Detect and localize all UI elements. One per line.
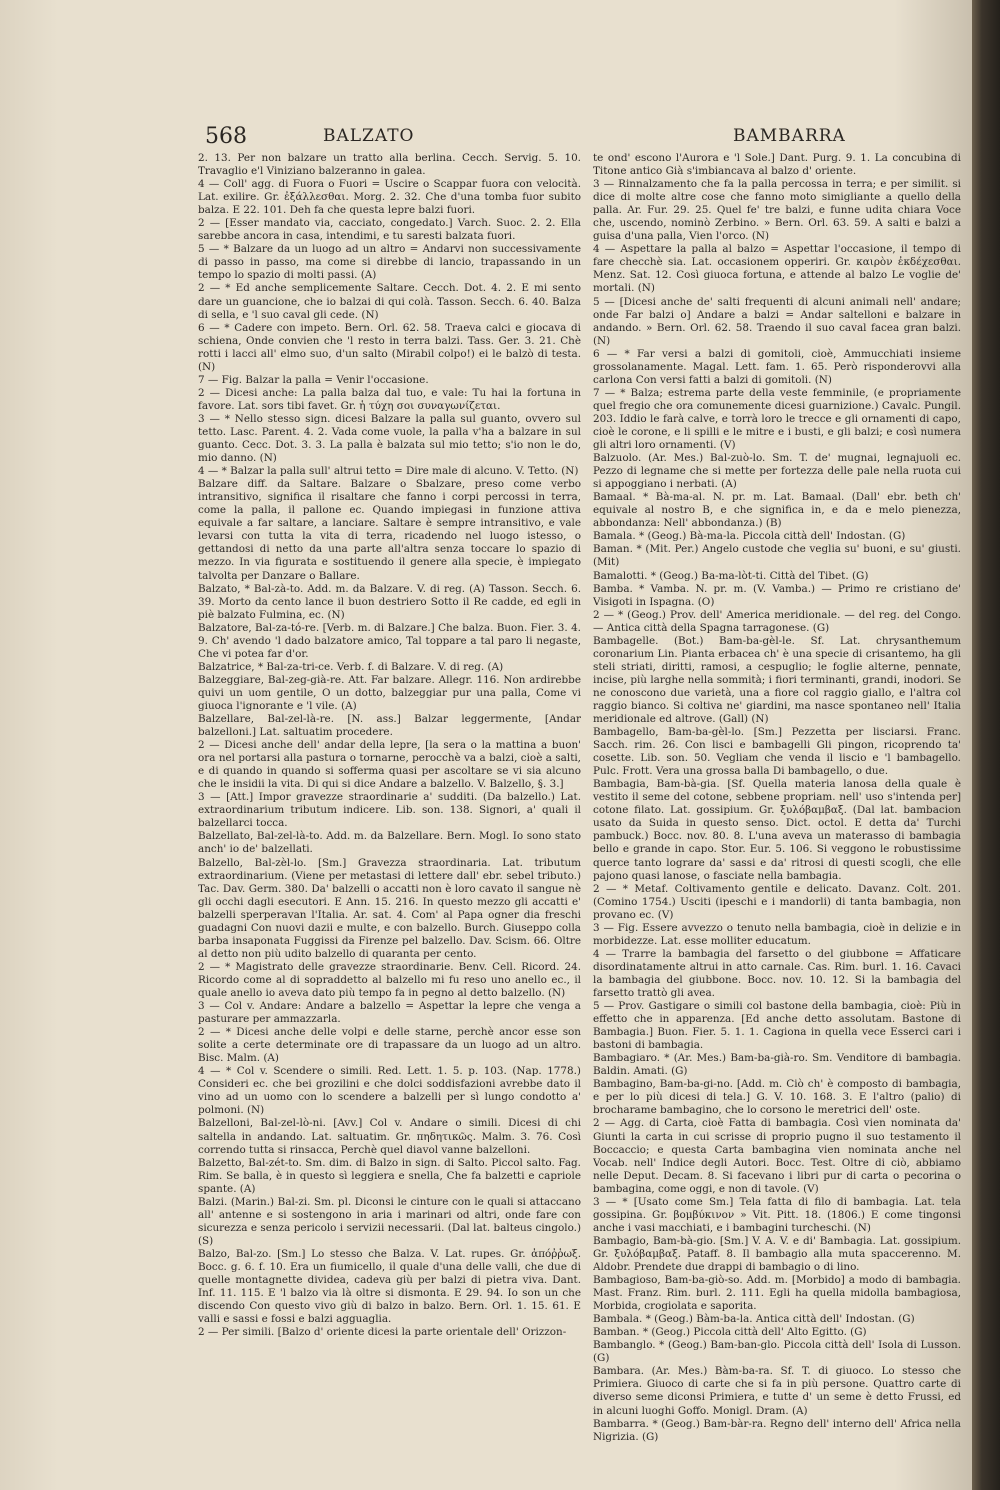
dictionary-entry: Bamba. * Vamba. N. pr. m. (V. Vamba.) — Primo re cristiano de' Visigoti in Ispagna. (O) <box>593 582 961 608</box>
dictionary-entry: 4 — Aspettare la palla al balzo = Aspettar l'occasione, il tempo di fare checchè sia. Lat. occasionem opperiri. Gr. καιρὸν ἐκδέχεσθαι. Menz. Sat. 12. Così giuoca fortuna, e attende al balzo Le voglie de' mortali. (N) <box>593 243 961 295</box>
dictionary-entry: Bamalotti. * (Geog.) Ba-ma-lòt-ti. Città del Tibet. (G) <box>593 569 869 582</box>
dictionary-entry: Balzellato, Bal-zel-là-to. Add. m. da Balzellare. Bern. Mogl. Io sono stato anch' io de' balzellati. <box>198 830 581 856</box>
dictionary-entry: 3 — [Att.] Impor gravezze straordinarie a' sudditi. (Da balzello.) Lat. extraordinarium tributum indicere. Lib. son. 138. Signori, a' quali il balzellarci tocca. <box>198 791 581 830</box>
dictionary-entry: 7 — * Balza; estrema parte della veste femminile, (e propriamente quel fregio che ora comunemente dicesi guarnizione.) Cavalc. Pungil. 203. Iddio le farà calve, e torrà loro le trecce e gli ornamenti di capo, cioè le corone, e li spilli e le mitre e i busti, e gli balzi; e così numera gli altri loro ornamenti. (V) <box>593 386 961 452</box>
dictionary-entry: 3 — Rinnalzamento che fa la palla percossa in terra; e per similit. si dice di molte altre cose che fanno moto simigliante a quello della palla. Ar. Fur. 29. 25. Quel fe' tre balzi, e funne udita chiara Voce che, uscendo, nominò Zerbino. » Bern. Orl. 63. 59. A salti e balzi a guisa d'una palla, Vien l'orco. (N) <box>593 178 961 243</box>
dictionary-entry: 6 — * Cadere con impeto. Bern. Orl. 62. 58. Traeva calci e giocava di schiena, Onde convien che 'l resto in terra balzi. Tass. Ger. 3. 21. Chè rotti i lacci all' elmo suo, d'un salto (Mirabil colpo!) ei le balzò di testa. (N) <box>198 321 581 373</box>
dictionary-entry: 2 — * Dicesi anche delle volpi e delle starne, perchè ancor esse son solite a certe determinate ore di trapassare da un luogo ad un altro. Bisc. Malm. (A) <box>198 1026 581 1065</box>
dictionary-entry: 5 — Prov. Gastigare o simili col bastone della bambagia, cioè: Più in effetto che in apparenza. [Ed anche detto assolutam. Bastone di Bambagia.] Buon. Fier. 5. 1. 1. Cagiona in quella vece Esserci cari i bastoni di bambagia. <box>593 1000 961 1052</box>
dictionary-entry: Balzatrice, * Bal-za-tri-ce. Verb. f. di Balzare. V. di reg. (A) <box>198 660 504 673</box>
right-column <box>593 152 961 1482</box>
dictionary-entry: Balzo, Bal-zo. [Sm.] Lo stesso che Balza. V. Lat. rupes. Gr. ἀπόῤῥωξ. Bocc. g. 6. f. 10. Era un fiumicello, il quale d'una delle valli, che due di quelle montagnette dividea, cadeva giù per balzi di pietra viva. Dant. Inf. 11. 115. E 'l balzo via là oltre si dismonta. E 29. 94. Io son un che discendo Con questo vivo giù di balzo in balzo. Bern. Orl. 1. 15. 61. E valli e sassi e fossi e balzi agguaglia. <box>198 1247 581 1326</box>
dictionary-entry: Bambagello, Bam-ba-gèl-lo. [Sm.] Pezzetta per lisciarsi. Franc. Sacch. rim. 26. Con lisci e bambagelli Gli pingon, ricoprendo ta' cosette. Lib. son. 50. Vegliam che venda il liscio e 'l bambagello. Pulc. Frott. Vera una grossa balla Di bambagello, o due. <box>593 726 961 778</box>
dictionary-entry: Balzi. (Marin.) Bal-zi. Sm. pl. Diconsi le cinture con le quali si attaccano all' antenne e si sostengono in aria i marinari od altri, onde fare con sicurezza e senza pericolo i servizii necessarii. (Dal lat. balteus cingolo.) (S) <box>198 1195 581 1247</box>
dictionary-entry: 2. 13. Per non balzare un tratto alla berlina. Cecch. Servig. 5. 10. Travaglio e'l Viniziano balzeranno in galea. <box>198 152 581 178</box>
dictionary-entry: 3 — * [Usato come Sm.] Tela fatta di filo di bambagia. Lat. tela gossipina. Gr. βομβύκινον » Vit. Pitt. 18. (1806.) E come tingonsi anche i vasi macchiati, e i bambagini turcheschi. (N) <box>593 1195 961 1234</box>
dictionary-entry: 2 — Per simili. [Balzo d' oriente dicesi la parte orientale dell' Orizzon- <box>198 1326 567 1339</box>
dictionary-entry: Bamala. * (Geog.) Bà-ma-la. Piccola città dell' Indostan. (G) <box>593 530 906 543</box>
dictionary-entry: Bambagio, Bam-bà-gio. [Sm.] V. A. V. e di' Bambagia. Lat. gossipium. Gr. ξυλόβαμβαξ. Pataff. 8. Il bambagio alla muta spaccerenno. M. Aldobr. Prendete due drappi di bambagio o di lino. <box>593 1234 961 1273</box>
dictionary-entry: Bamaal. * Bà-ma-al. N. pr. m. Lat. Bamaal. (Dall' ebr. beth ch' equivale al nostro B, e che significa in, e da e melo pienezza, abbondanza: Nell' abbondanza.) (B) <box>593 491 961 530</box>
dictionary-entry: Balzellare, Bal-zel-là-re. [N. ass.] Balzar leggermente, [Andar balzelloni.] Lat. saltuatim procedere. <box>198 713 581 739</box>
dictionary-entry: Balzello, Bal-zèl-lo. [Sm.] Gravezza straordinaria. Lat. tributum extraordinarium. (Viene per metastasi di lettere dall' ebr. sebel tributo.) Tac. Dav. Germ. 380. Da' balzelli o accatti non è loro cavato il sangue nè gli occhi dagli esecutori. E Ann. 15. 216. In questo mezzo gli accatti e' balzelli sperperavan l'Italia. Ar. sat. 4. Com' al Papa ogner dia freschi guadagni Con nuovi dazii e multe, e con balzello. Burch. Giuseppo colla barba insaponata Fuggissi da Firenze pel balzello. Dav. Scism. 66. Oltre al detto non più udito balzello di quaranta per cento. <box>198 856 581 960</box>
dictionary-entry: 2 — Dicesi anche dell' andar della lepre, [la sera o la mattina a buon' ora nel portarsi alla pastura o tornarne, perocchè va a balzi, cioè a salti, e di quando in quando si sofferma quasi per ascoltare se vi sia alcuno che le insidii la vita. Di qui si dice Andare a balzello. V. Balzello, §. 3.] <box>198 739 581 791</box>
dictionary-entry: Baman. * (Mit. Per.) Angelo custode che veglia su' buoni, e su' giusti. (Mit) <box>593 543 961 569</box>
dictionary-entry: Bambarra. * (Geog.) Bam-bàr-ra. Regno dell' interno dell' Africa nella Nigrizia. (G) <box>593 1417 961 1443</box>
dictionary-entry: Balzetto, Bal-zét-to. Sm. dim. di Balzo in sign. di Salto. Piccol salto. Fag. Rim. Se balla, è in questo sì leggiera e snella, Che fa balzetti e capriole spante. (A) <box>198 1156 581 1195</box>
running-header <box>205 124 846 152</box>
dictionary-entry: 2 — * Magistrato delle gravezze straordinarie. Benv. Cell. Ricord. 24. Ricordo come al di sopraddetto al balzello mi fu reso uno anello ec., il quale anello io aveva dato più tempo fa in pegno al detto balzello. (N) <box>198 960 581 999</box>
dictionary-entry: 2 — * Metaf. Coltivamento gentile e delicato. Davanz. Colt. 201. (Comino 1754.) Usciti (ipeschi e i mandorli) di tanta bambagia, non provano ec. (V) <box>593 882 961 921</box>
dictionary-entry: 6 — * Far versi a balzi di gomitoli, cioè, Ammucchiati insieme grossolanamente. Magal. Lett. fam. 1. 65. Però risponderovvi alla carlona Con versi fatti a balzi di gomitoli. (N) <box>593 347 961 386</box>
dictionary-entry: 4 — Coll' agg. di Fuora o Fuori = Uscire o Scappar fuora con velocità. Lat. exilire. Gr. ἐξάλλεσθαι. Morg. 2. 32. Che d'una tomba fuor subito balza. E 22. 101. Deh fa che questa lepre balzi fuori. <box>198 178 581 217</box>
dictionary-entry: Balzatore, Bal-za-tó-re. [Verb. m. di Balzare.] Che balza. Buon. Fier. 3. 4. 9. Ch' avendo 'l dado balzatore amico, Tal toppare a tal paro li negaste, Che vi potea far d'or. <box>198 621 581 660</box>
dictionary-entry: 2 — * Ed anche semplicemente Saltare. Cecch. Dot. 4. 2. E mi sento dare un guancione, che io balzai di qui colà. Tasson. Secch. 6. 40. Balza di sella, e 'l suo caval gli cede. (N) <box>198 282 581 321</box>
dictionary-entry: Bambagelle. (Bot.) Bam-ba-gèl-le. Sf. Lat. chrysanthemum coronarium Lin. Pianta erbacea ch' è una specie di crisantemo, ha gli steli striati, diritti, ramosi, a cespuglio; le foglie alterne, pennate, incise, più larghe nella sommità; i fiori terminanti, grandi, inodori. Se ne conoscono due varietà, una a fiore col raggio giallo, e l'altra col raggio bianco. Si coltiva ne' giardini, ma nasce spontaneo nell' Italia meridionale ed altrove. (Gall) (N) <box>593 634 961 726</box>
dictionary-entry: 2 — [Esser mandato via, cacciato, congedato.] Varch. Suoc. 2. 2. Ella sarebbe ancora in casa, intendimi, e tu saresti balzata fuori. <box>198 217 581 243</box>
dictionary-entry: 5 — * Balzare da un luogo ad un altro = Andarvi non successivamente di passo in passo, ma come si direbbe di lancio, trapassando in un tempo lo spazio di molti passi. (A) <box>198 243 581 282</box>
right-running-head: BAMBARRA <box>733 126 846 146</box>
dictionary-entry: 4 — * Balzar la palla sull' altrui tetto = Dire male di alcuno. V. Tetto. (N) <box>198 465 579 478</box>
dictionary-entry: 4 — * Col v. Scendere o simili. Red. Lett. 1. 5. p. 103. (Nap. 1778.) Consideri ec. che bei grozilini e che dolci soddisfazioni avrebbe dato il vino ad un uomo con lo scendere a balzelli per sì lungo condotto a' polmoni. (N) <box>198 1065 581 1117</box>
page-number: 568 <box>205 124 247 149</box>
dictionary-entry: Bambara. (Ar. Mes.) Bàm-ba-ra. Sf. T. di giuoco. Lo stesso che Primiera. Giuoco di carte che si fa in più persone. Quattro carte di diverso seme diconsi Primiera, e tutte d' un seme è detto Frussi, ed in alcuni luoghi Goffo. Monigl. Dram. (A) <box>593 1365 961 1417</box>
dictionary-entry: 3 — Col v. Andare: Andare a balzello = Aspettar la lepre che venga a pasturare per ammazzarla. <box>198 1000 581 1026</box>
book-edge <box>972 0 1000 1490</box>
dictionary-entry: Balzato, * Bal-zà-to. Add. m. da Balzare. V. di reg. (A) Tasson. Secch. 6. 39. Morto da cento lance il buon destriero Sotto il Re cadde, ed egli in piè balzato Fulmina, ec. (N) <box>198 582 581 621</box>
dictionary-entry: 3 — * Nello stesso sign. dicesi Balzare la palla sul guanto, ovvero sul tetto. Lasc. Parent. 4. 2. Vada come vuole, la palla v'ha a balzare in sul guanto. Cecc. Dot. 3. 3. La palla è balzata sul mio tetto; s'io non le do, mio danno. (N) <box>198 412 581 465</box>
dictionary-entry: Bambagia, Bam-bà-gia. [Sf. Quella materia lanosa della quale è vestito il seme del cotone, sebbene propriam. nell' uso s'intenda per] cotone filato. Lat. gossipium. Gr. ξυλόβαμβαξ. (Dal lat. bambacion usato da Suida in questo senso. Dict. octol. E detta da' Turchi pambuck.) Bocc. nov. 80. 8. L'una aveva un materasso di bambagia bello e grande in capo. Stor. Eur. 5. 106. Si veggono le robustissime querce tanto lograre da' sassi e da' ritrosi di questi scogli, che elle pajono quasi lanose, o fasciate nella bambagia. <box>593 778 961 882</box>
dictionary-entry: 4 — Trarre la bambagia del farsetto o del giubbone = Affaticare disordinatamente altrui in atto carnale. Cas. Rim. burl. 1. 16. Cavaci la bambagia del giubbone. Bocc. nov. 10. 12. Si la bambagia del farsetto trattò gli avea. <box>593 947 961 999</box>
left-column <box>198 152 581 1482</box>
left-running-head: BALZATO <box>323 126 415 146</box>
dictionary-entry: 5 — [Dicesi anche de' salti frequenti di alcuni animali nell' andare; onde Far balzi o] Andare a balzi = Andar saltelloni e balzare in andando. » Bern. Orl. 62. 58. Traendo il suo caval facea gran balzi. (N) <box>593 295 961 347</box>
dictionary-entry: 2 — Agg. di Carta, cioè Fatta di bambagia. Così vien nominata da' Giunti la carta in cui scrisse di proprio pugno il suo testamento il Boccaccio; e questa Carta bambagina vien nominata anche nel Vocab. nell' Indice degli Autori. Bocc. Test. Oltre di ciò, abbiamo nelle Deput. Decam. 8. Si facevano i libri pur di carta o pecorina o bambagina, come oggi, e non di tavole. (V) <box>593 1117 961 1195</box>
dictionary-entry: Bambala. * (Geog.) Bàm-ba-la. Antica città dell' Indostan. (G) <box>593 1313 915 1326</box>
dictionary-entry: 2 — * (Geog.) Prov. dell' America meridionale. — del reg. del Congo. — Antica città della Spagna tarragonese. (G) <box>593 608 961 634</box>
dictionary-entry: Balzuolo. (Ar. Mes.) Bal-zuò-lo. Sm. T. de' mugnai, legnajuoli ec. Pezzo di legname che si mette per fortezza delle pale nella ruota cui si appoggiano i nerbati. (A) <box>593 452 961 491</box>
dictionary-entry: Bambagino, Bam-ba-gi-no. [Add. m. Ciò ch' è composto di bambagia, e per lo più dicesi di tela.] G. V. 10. 168. 3. E l'altro (palio) di brocharame bambagino, che lo corsono le meretrici dell' oste. <box>593 1078 961 1117</box>
dictionary-entry: te ond' escono l'Aurora e 'l Sole.] Dant. Purg. 9. 1. La concubina di Titone antico Già s'imbiancava al balzo d' oriente. <box>593 152 961 178</box>
dictionary-entry: Bambagiaro. * (Ar. Mes.) Bam-ba-già-ro. Sm. Venditore di bambagia. Baldin. Amati. (G) <box>593 1052 961 1078</box>
dictionary-entry: Balzelloni, Bal-zel-lò-ni. [Avv.] Col v. Andare o simili. Dicesi di chi saltella in andando. Lat. saltuatim. Gr. πηδητικῶς. Malm. 3. 76. Così correndo tutta si rinsacca, Perchè quel diavol vanne balzelloni. <box>198 1117 581 1156</box>
dictionary-entry: Balzare diff. da Saltare. Balzare o Sbalzare, preso come verbo intransitivo, significa il risaltare che fanno i corpi percossi in terra, come la palla, il pallone ec. Quando impiegasi in funzione attiva equivale a far saltare, a lanciare. Saltare è sempre intransitivo, e vale levarsi con tutta la vita di terra, ricadendo nel luogo istesso, o gettandosi di netto da una parte all'altra senza toccare lo spazio di mezzo. In via figurata e sostituendo il genere alla specie, è impiegato talvolta per Danzare o Ballare. <box>198 478 581 582</box>
dictionary-entry: Bamban. * (Geog.) Piccola città dell' Alto Egitto. (G) <box>593 1326 867 1339</box>
dictionary-entry: 2 — Dicesi anche: La palla balza dal tuo, e vale: Tu hai la fortuna in favore. Lat. sors tibi favet. Gr. ἡ τύχη σοι συναγωνίζεται. <box>198 386 581 412</box>
dictionary-entry: 7 — Fig. Balzar la palla = Venir l'occasione. <box>198 373 429 386</box>
dictionary-entry: 3 — Fig. Essere avvezzo o tenuto nella bambagia, cioè in delizie e in morbidezze. Lat. esse molliter educatum. <box>593 921 961 947</box>
dictionary-entry: Bambanglo. * (Geog.) Bam-ban-glo. Piccola città dell' Isola di Lusson. (G) <box>593 1339 961 1365</box>
dictionary-entry: Bambagioso, Bam-ba-giò-so. Add. m. [Morbido] a modo di bambagia. Mast. Franz. Rim. burl. 2. 111. Egli ha quella midolla bambagiosa, Morbida, crogiolata e saporita. <box>593 1274 961 1313</box>
dictionary-entry: Balzeggiare, Bal-zeg-già-re. Att. Far balzare. Allegr. 116. Non ardirebbe quivi un uom gentile, O un dotto, balzeggiar pur una palla, Come vi giuoca l'ignorante e 'l vile. (A) <box>198 673 581 712</box>
